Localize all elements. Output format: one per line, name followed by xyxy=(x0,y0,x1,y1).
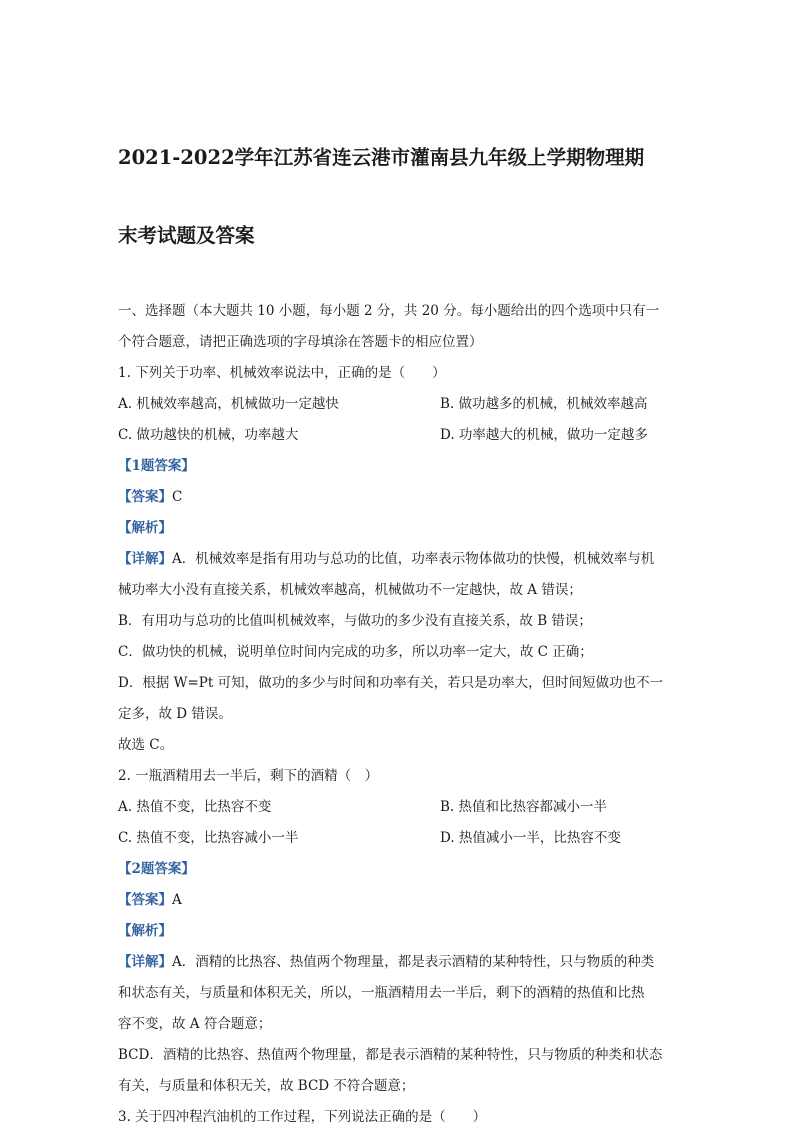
detail-text: A．酒精的比热容、热值两个物理量，都是表示酒精的某种特性，只与物质的种类 xyxy=(172,954,655,970)
question-2-answer-value: A xyxy=(172,892,182,908)
question-2-option-d: D. 热值减小一半，比热容不变 xyxy=(440,830,621,846)
section-intro-line-1: 一、选择题（本大题共 10 小题，每小题 2 分，共 20 分。每小题给出的四个选项中只有一 xyxy=(118,303,660,319)
section-intro-line-2: 个符合题意，请把正确选项的字母填涂在答题卡的相应位置） xyxy=(118,334,483,350)
detail-text: A．机械效率是指有用功与总功的比值，功率表示物体做功的快慢，机械效率与机 xyxy=(172,551,655,567)
question-1-answer-line xyxy=(118,482,678,513)
title-line-1: 2021-2022学年江苏省连云港市灌南县九年级上学期物理期 xyxy=(118,146,645,169)
question-2-detail-line-1 xyxy=(118,947,678,978)
question-1-stem: 1. 下列关于功率、机械效率说法中，正确的是（ ） xyxy=(118,365,446,381)
question-1-detail-line-5: D．根据 W=Pt 可知，做功的多少与时间和功率有关，若只是功率大，但时间短做功也不一 xyxy=(118,675,664,691)
question-2-detail-line-5: 有关，与质量和体积无关，故 BCD 不符合题意； xyxy=(118,1078,415,1094)
question-1-detail-line-2: 械功率大小没有直接关系，机械效率越高，机械做功不一定越快，故 A 错误； xyxy=(118,582,582,598)
question-2-option-c: C. 热值不变，比热容减小一半 xyxy=(118,830,299,846)
question-1-analysis-tag: 【解析】 xyxy=(118,520,172,536)
document-title xyxy=(118,100,678,296)
question-2-option-a: A. 热值不变，比热容不变 xyxy=(118,799,272,815)
question-1-conclusion: 故选 C。 xyxy=(118,737,174,753)
question-2-detail-line-3: 容不变，故 A 符合题意； xyxy=(118,1016,272,1032)
question-2-stem: 2. 一瓶酒精用去一半后，剩下的酒精（ ） xyxy=(118,768,379,784)
answer-tag: 【答案】 xyxy=(118,489,172,505)
question-1-option-a: A. 机械效率越高，机械做功一定越快 xyxy=(118,396,339,412)
answer-tag: 【答案】 xyxy=(118,892,172,908)
question-2-answer-line xyxy=(118,885,678,916)
question-2-analysis-tag: 【解析】 xyxy=(118,923,172,939)
question-2-option-b: B. 热值和比热容都减小一半 xyxy=(440,799,608,815)
question-1-detail-line-6: 定多，故 D 错误。 xyxy=(118,706,232,722)
question-1-options-row-2 xyxy=(118,420,678,451)
document-page xyxy=(118,100,678,1133)
question-1-detail-line-1 xyxy=(118,544,678,575)
question-2-detail-line-4: BCD．酒精的比热容、热值两个物理量，都是表示酒精的某种特性，只与物质的种类和状态 xyxy=(118,1047,663,1063)
question-1-options-row-1 xyxy=(118,389,678,420)
question-2-options-row-2 xyxy=(118,823,678,854)
question-1-option-d: D. 功率越大的机械，做功一定越多 xyxy=(440,427,648,443)
question-1-detail-line-4: C．做功快的机械，说明单位时间内完成的功多，所以功率一定大，故 C 正确； xyxy=(118,644,593,660)
question-3-stem: 3. 关于四冲程汽油机的工作过程，下列说法正确的是（ ） xyxy=(118,1109,487,1125)
question-1-option-b: B. 做功越多的机械，机械效率越高 xyxy=(440,396,648,412)
question-1-detail-line-3: B．有用功与总功的比值叫机械效率，与做功的多少没有直接关系，故 B 错误； xyxy=(118,613,592,629)
question-1-option-c: C. 做功越快的机械，功率越大 xyxy=(118,427,299,443)
detail-tag: 【详解】 xyxy=(118,551,172,567)
question-1-answer-value: C xyxy=(172,489,183,505)
question-2-detail-line-2: 和状态有关，与质量和体积无关，所以，一瓶酒精用去一半后，剩下的酒精的热值和比热 xyxy=(118,985,645,1001)
question-2-options-row-1 xyxy=(118,792,678,823)
detail-tag: 【详解】 xyxy=(118,954,172,970)
question-1-answer-header: 【1题答案】 xyxy=(118,458,195,474)
title-line-2: 末考试题及答案 xyxy=(118,224,255,247)
question-2-answer-header: 【2题答案】 xyxy=(118,861,195,877)
